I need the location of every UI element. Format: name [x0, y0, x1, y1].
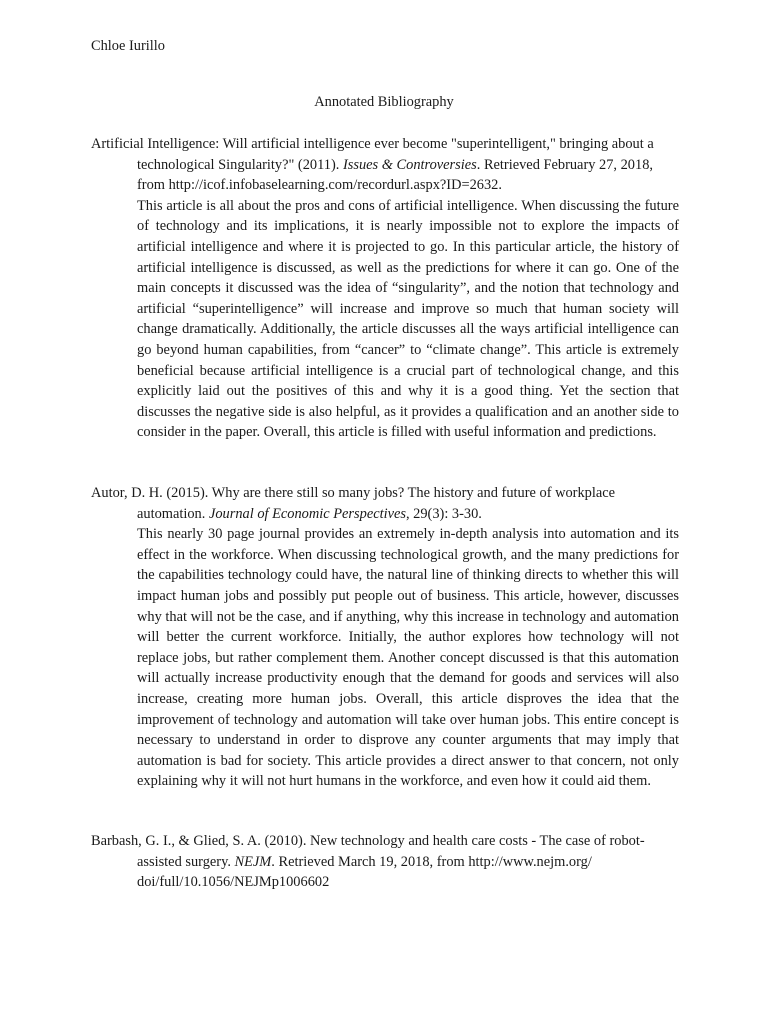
citation-source: Journal of Economic Perspectives [208, 505, 406, 522]
citation [91, 831, 679, 893]
citation [91, 134, 679, 196]
citation-text: . Retrieved March 19, 2018, from http://www.nejm.org/ doi/full/10.1056/NEJMp1006602 [137, 853, 592, 891]
author-name: Chloe Iurillo [91, 38, 165, 54]
citation-source: NEJM [234, 853, 272, 870]
citation [91, 483, 679, 524]
document-title: Annotated Bibliography [314, 94, 454, 110]
citation-text: , 29(3): 3-30. [405, 505, 482, 522]
bibliography-entry [91, 134, 679, 443]
citation-text: Artificial Intelligence: Will artificial intelligence ever become "superintelligent," bringing about a technological Singularity?" (2011). [91, 136, 654, 173]
bibliography-entry [91, 483, 679, 792]
citation-text: Barbash, G. I., & Glied, S. A. (2010). New technology and health care costs - The case of robot-assisted surgery. [91, 833, 645, 870]
citation-text: . Retrieved February 27, 2018, from http://icof.infobaselearning.com/recordurl.aspx?ID=2632. [137, 156, 653, 194]
citation-text: Autor, D. H. (2015). Why are there still so many jobs? The history and future of workplace automation. [91, 485, 616, 522]
citation-source: Issues & Controversies [342, 156, 477, 173]
bibliography-entry [91, 831, 679, 893]
annotation: This nearly 30 page journal provides an extremely in-depth analysis into automation and its effect in the workforce. When discussing technological growth, and the many predictions for the capabilities technology could have, the natural line of thinking directs to whether this will impact human jobs and possibly put people out of business. This article, however, discusses why that will not be the case, and if anything, why this increase in technology and automation will better the current workforce. Initially, the author explores how technology will not replace jobs, but rather complement them. Another concept discussed is that this automation will actually increase productivity enough that the demand for goods and services will also increase, creating more human jobs. Overall, this article disproves the idea that the improvement of technology and automation will take over human jobs. This entire concept is necessary to understand in order to disprove any counter arguments that may imply that automation is bad for society. This article provides a direct answer to that concern, not only explaining why it will not hurt humans in the workforce, and even how it could aid them. [137, 526, 679, 790]
annotation: This article is all about the pros and cons of artificial intelligence. When discussing the future of technology and its implications, it is nearly impossible not to explore the impacts of artificial intelligence and where it is projected to go. In this particular article, the history of artificial intelligence is discussed, as well as the predictions for where it can go. One of the main concepts it discussed was the idea of “singularity”, and the notion that technology and artificial “superintelligence” will increase and improve so much that human society will change dramatically. Additionally, the article discusses all the ways artificial intelligence can go beyond human capabilities, from “cancer” to “climate change”. This article is extremely beneficial because artificial intelligence is a crucial part of technological change, and this explicitly laid out the positives of this and why it is a good thing. Yet the section that discusses the negative side is also helpful, as it provides a qualification and an another side to consider in the paper. Overall, this article is filled with useful information and predictions. [137, 197, 679, 441]
